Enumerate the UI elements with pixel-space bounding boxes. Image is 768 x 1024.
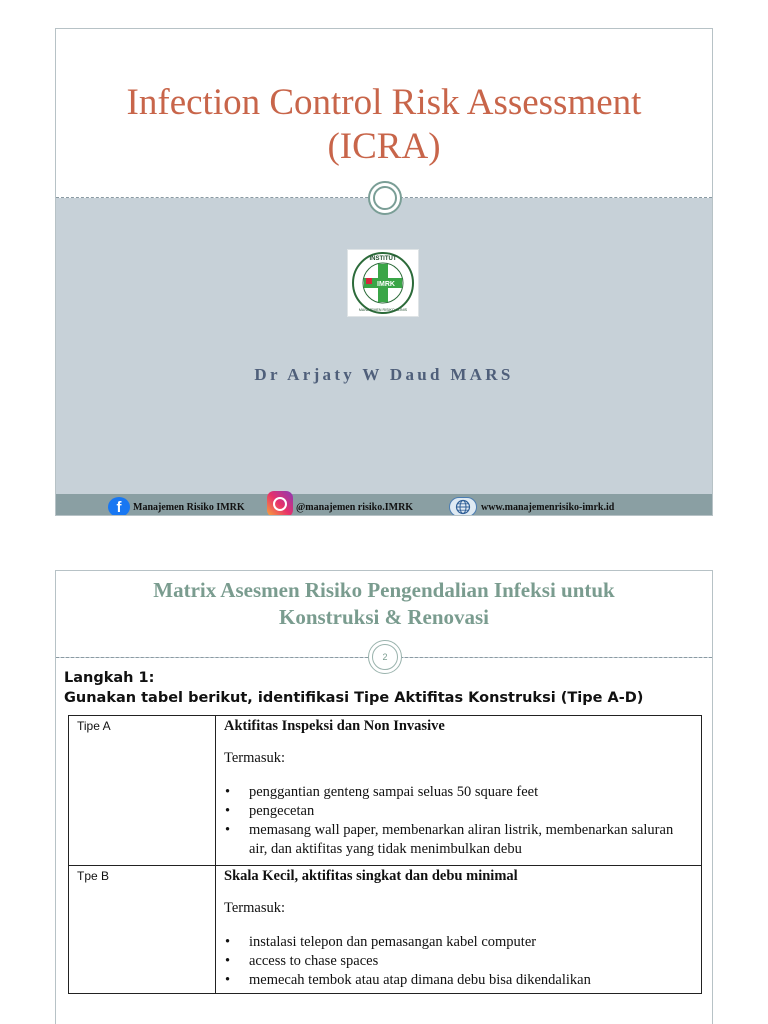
- matrix-content: [56, 658, 712, 1024]
- step-instructions: [64, 668, 643, 708]
- includes-label: Termasuk:: [224, 750, 285, 766]
- title-line-2: (ICRA): [327, 126, 441, 167]
- title-slide: [55, 28, 713, 516]
- globe-icon: [449, 497, 477, 516]
- social-footer: [56, 494, 712, 516]
- type-cell: Tipe A: [69, 716, 216, 866]
- list-item: • penggantian genteng sampai seluas 50 square feet: [224, 783, 691, 802]
- step-label: Langkah 1:: [64, 670, 155, 686]
- step-instruction: Gunakan tabel berikut, identifikasi Tipe Aktifitas Konstruksi (Tipe A-D): [64, 690, 644, 706]
- facebook-label: Manajemen Risiko IMRK: [133, 501, 245, 513]
- facebook-icon: f: [108, 497, 130, 516]
- list-item: • access to chase spaces: [224, 952, 691, 971]
- list-item: • memasang wall paper, membenarkan aliran listrik, membenarkan saluran air, dan aktifitas yang tidak menimbulkan debu: [224, 821, 691, 859]
- matrix-slide-title: [56, 577, 712, 631]
- table-row: [69, 866, 702, 994]
- list-item: • instalasi telepon dan pemasangan kabel computer: [224, 933, 691, 952]
- includes-label: Termasuk:: [224, 900, 285, 916]
- instagram-link[interactable]: [267, 497, 413, 516]
- decorative-circle-icon: [368, 181, 402, 215]
- construction-type-table: [68, 715, 702, 994]
- activity-title: Aktifitas Inspeksi dan Non Invasive: [224, 718, 445, 734]
- list-item: • memecah tembok atau atap dimana debu bisa dikendalikan: [224, 971, 691, 990]
- title-line-1: Infection Control Risk Assessment: [126, 82, 642, 123]
- title-area: [56, 29, 712, 197]
- matrix-title-line-1: Matrix Asesmen Risiko Pengendalian Infeksi untuk: [153, 578, 615, 602]
- table-row: [69, 716, 702, 866]
- page-number: 2: [372, 644, 398, 670]
- activity-cell: [216, 866, 702, 994]
- green-cross-logo-icon: [348, 250, 418, 316]
- page-number-circle: [368, 640, 402, 674]
- author-name: Dr Arjaty W Daud MARS: [254, 365, 514, 384]
- matrix-slide: [55, 570, 713, 1024]
- imrk-logo: [347, 249, 419, 317]
- website-link[interactable]: [449, 497, 614, 516]
- type-cell: Tpe B: [69, 866, 216, 994]
- title-slide-body: [56, 198, 712, 494]
- presentation-title: [56, 81, 712, 169]
- website-label: www.manajemenrisiko-imrk.id: [481, 501, 615, 513]
- activity-cell: [216, 716, 702, 866]
- facebook-link[interactable]: [108, 497, 245, 516]
- activity-list: [224, 783, 691, 859]
- matrix-title-line-2: Konstruksi & Renovasi: [278, 605, 490, 629]
- logo-center-text: IMRK: [377, 281, 395, 288]
- logo-top-text: INSTITUT: [369, 256, 397, 262]
- activity-list: [224, 933, 691, 990]
- instagram-label: @manajemen risiko.IMRK: [296, 501, 414, 513]
- activity-title: Skala Kecil, aktifitas singkat dan debu minimal: [224, 868, 518, 884]
- instagram-icon: [267, 491, 293, 516]
- logo-ring-text: MANAJEMEN RISIKO KLINIS: [358, 308, 408, 312]
- list-item: • pengecetan: [224, 802, 691, 821]
